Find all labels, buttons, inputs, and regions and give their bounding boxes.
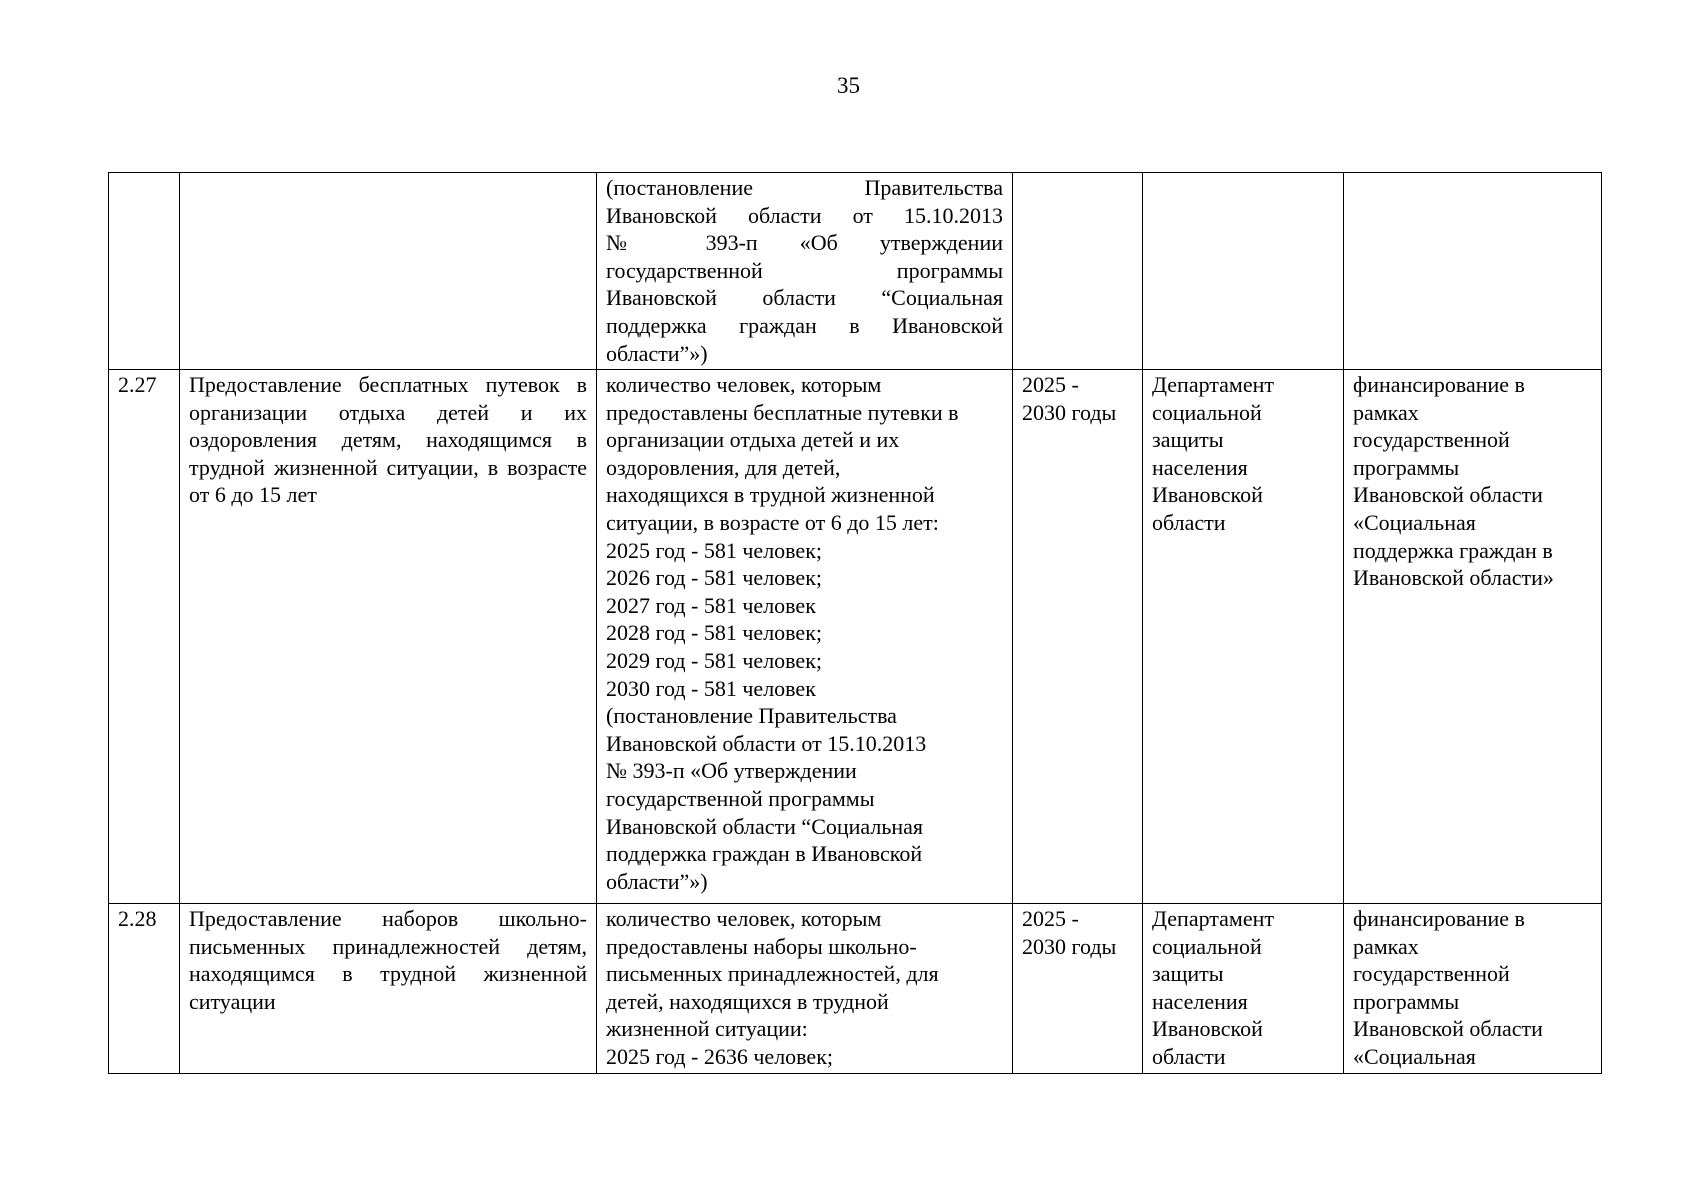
executor-line: населения — [1152, 454, 1248, 480]
funding-line: Ивановской области — [1353, 482, 1543, 508]
cell-executor — [1143, 173, 1344, 370]
funding-line: государственной — [1353, 961, 1510, 987]
executor-line: защиты — [1152, 961, 1224, 987]
period-line: 2025 - — [1022, 906, 1079, 931]
indicator-line: области”») — [606, 340, 708, 366]
cell-funding — [1344, 370, 1602, 904]
executor-line: социальной — [1152, 399, 1262, 425]
cell-indicator — [597, 904, 1013, 1074]
funding-line: финансирование в — [1353, 906, 1525, 931]
cell-period — [1013, 173, 1143, 370]
cell-indicator — [597, 370, 1013, 904]
indicator-line: Ивановской области от 15.10.2013 — [606, 202, 1003, 228]
indicator-line: 2025 год - 581 человек; — [606, 537, 822, 563]
funding-line: рамках — [1353, 399, 1419, 425]
indicator-line: 2026 год - 581 человек; — [606, 565, 822, 591]
cell-number: 2.28 — [109, 904, 180, 1074]
cell-indicator — [597, 173, 1013, 370]
indicator-line: жизненной ситуации: — [606, 1016, 808, 1042]
indicator-line: детей, находящихся в трудной — [606, 988, 889, 1014]
cell-funding — [1344, 904, 1602, 1074]
table-row-2-27 — [109, 370, 1602, 904]
executor-line: Департамент — [1152, 906, 1275, 931]
indicator-line: оздоровления, для детей, — [606, 454, 841, 480]
indicator-line: № 393-п «Об утверждении — [606, 230, 1003, 256]
indicator-line: 2028 год - 581 человек; — [606, 620, 822, 646]
executor-line: Ивановской — [1152, 1016, 1263, 1042]
period-line: 2025 - — [1022, 372, 1079, 397]
indicator-line: предоставлены наборы школьно- — [606, 933, 917, 959]
indicator-line: 2029 год - 581 человек; — [606, 647, 822, 673]
indicator-line: предоставлены бесплатные путевки в — [606, 399, 959, 425]
cell-executor — [1143, 904, 1344, 1074]
cell-funding — [1344, 173, 1602, 370]
indicator-line: Ивановской области “Социальная — [606, 285, 1003, 311]
funding-line: Ивановской области» — [1353, 565, 1554, 591]
cell-period — [1013, 370, 1143, 904]
indicator-line: количество человек, которым — [606, 906, 882, 931]
indicator-line: находящихся в трудной жизненной — [606, 482, 935, 508]
indicator-line: поддержка граждан в Ивановской — [606, 312, 1003, 338]
funding-line: Ивановской области — [1353, 1016, 1543, 1042]
indicator-line: 2030 год - 581 человек — [606, 675, 816, 701]
funding-line: программы — [1353, 454, 1460, 480]
indicator-line: 2027 год - 581 человек — [606, 592, 816, 618]
indicator-line: Ивановской области “Социальная — [606, 813, 924, 839]
indicator-line: Ивановской области от 15.10.2013 — [606, 730, 927, 756]
indicator-line: № 393-п «Об утверждении — [606, 758, 857, 784]
cell-description — [180, 173, 597, 370]
indicator-line: письменных принадлежностей, для — [606, 961, 939, 987]
indicator-line: (постановление Правительства — [606, 175, 1003, 200]
funding-line: финансирование в — [1353, 372, 1525, 397]
cell-description: Предоставление наборов школьно-письменных принадлежностей детям, находящимся в трудной жизненной ситуации — [180, 904, 597, 1074]
funding-line: «Социальная — [1353, 509, 1476, 535]
executor-line: социальной — [1152, 933, 1262, 959]
indicator-line: ситуации, в возрасте от 6 до 15 лет: — [606, 509, 939, 535]
indicator-line: поддержка граждан в Ивановской — [606, 841, 923, 867]
cell-executor — [1143, 370, 1344, 904]
funding-line: программы — [1353, 988, 1460, 1014]
indicator-line: организации отдыха детей и их — [606, 427, 900, 453]
cell-description: Предоставление бесплатных путевок в организации отдыха детей и их оздоровления детям, находящимся в трудной жизненной ситуации, в возрасте от 6 до 15 лет — [180, 370, 597, 904]
funding-line: рамках — [1353, 933, 1419, 959]
funding-line: поддержка граждан в — [1353, 537, 1553, 563]
executor-line: области — [1152, 509, 1226, 535]
executor-line: населения — [1152, 988, 1248, 1014]
indicator-line: 2025 год - 2636 человек; — [606, 1043, 833, 1069]
executor-line: Департамент — [1152, 372, 1275, 397]
executor-line: Ивановской — [1152, 482, 1263, 508]
period-line: 2030 годы — [1022, 399, 1117, 425]
executor-line: защиты — [1152, 427, 1224, 453]
cell-number: 2.27 — [109, 370, 180, 904]
measures-table — [108, 172, 1602, 1074]
executor-line: области — [1152, 1043, 1226, 1069]
page-number: 35 — [837, 73, 860, 98]
cell-period — [1013, 904, 1143, 1074]
period-line: 2030 годы — [1022, 933, 1117, 959]
table-row-continuation — [109, 173, 1602, 370]
indicator-line: количество человек, которым — [606, 372, 882, 397]
indicator-line: государственной программы — [606, 785, 875, 811]
cell-number — [109, 173, 180, 370]
funding-line: государственной — [1353, 427, 1510, 453]
table-row-2-28 — [109, 904, 1602, 1074]
indicator-line: (постановление Правительства — [606, 703, 897, 729]
funding-line: «Социальная — [1353, 1043, 1476, 1069]
indicator-line: государственной программы — [606, 257, 1003, 283]
indicator-line: области”») — [606, 868, 708, 894]
